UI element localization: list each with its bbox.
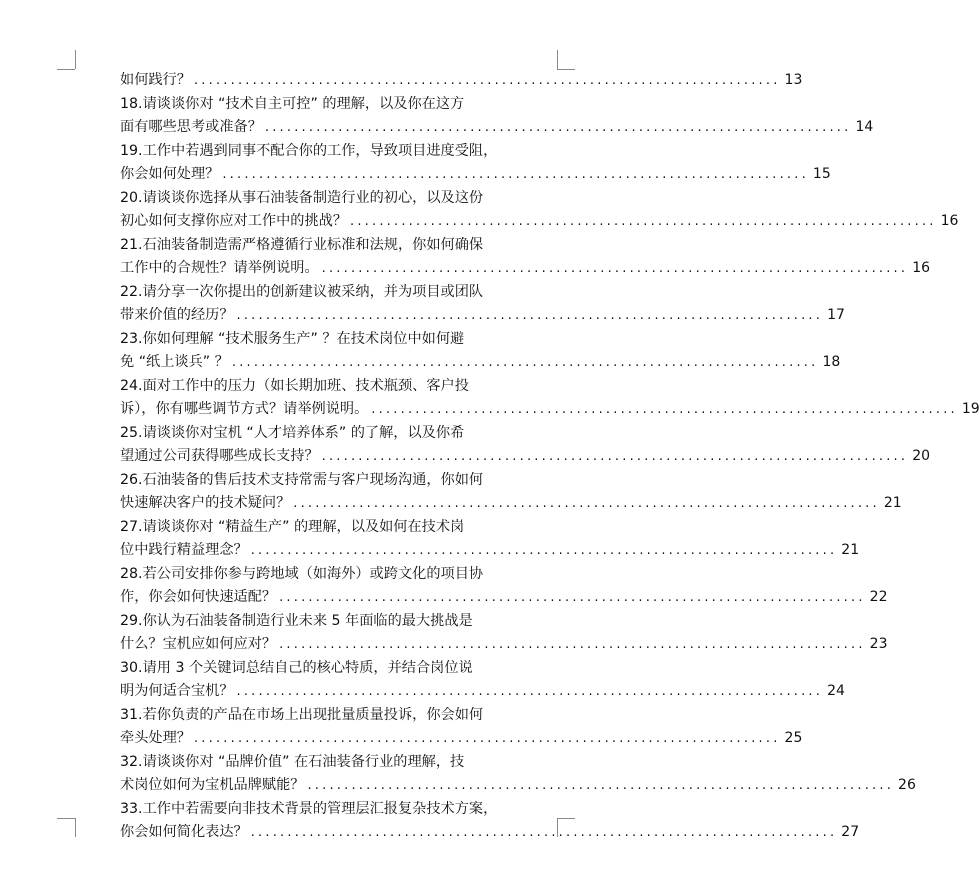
toc-leader-dots: ................................................................................: [350, 214, 937, 229]
toc-entry-text: 诉），你有哪些调节方式？请举例说明。: [120, 401, 369, 417]
toc-entry-text: 工作中的合规性？请举例说明。: [120, 260, 319, 276]
toc-page-number: 22: [869, 589, 888, 605]
toc-line: [120, 633, 888, 657]
toc-entry[interactable]: [120, 657, 845, 704]
toc-entry-text: 24.面对工作中的压力（如长期加班、技术瓶颈、客户投: [120, 377, 469, 394]
toc-leader-dots: ................................................................................: [307, 778, 895, 793]
toc-entry[interactable]: [120, 422, 931, 469]
crop-mark-bottom-left-v: [75, 818, 76, 837]
toc-page-number: 16: [912, 260, 931, 276]
toc-entry-text: 26.石油装备的售后技术支持常需与客户现场沟通，你如何: [120, 471, 484, 488]
toc-line: [120, 375, 556, 399]
toc-leader-dots: ................................................................................: [264, 120, 852, 135]
crop-mark-bottom-right-h: [557, 818, 575, 819]
toc-page-number: 13: [784, 72, 803, 88]
toc-line: [120, 774, 916, 798]
toc-entry-text: 22.请分享一次你提出的创新建议被采纳，并为项目或团队: [120, 283, 484, 300]
toc-entry[interactable]: [120, 610, 888, 657]
toc-entry-text: 免 “纸上谈兵” ？: [120, 354, 229, 370]
toc-entry-text: 28.若公司安排你参与跨地域（如海外）或跨文化的项目协: [120, 565, 484, 582]
toc-page-number: 15: [812, 166, 831, 182]
toc-line: [120, 751, 556, 775]
toc-line: [120, 234, 556, 258]
toc-entry[interactable]: [120, 704, 803, 751]
toc-line: [120, 539, 860, 563]
crop-mark-bottom-left-h: [57, 818, 75, 819]
toc-entry-text: 牵头处理？: [120, 730, 191, 746]
toc-entry-text: 27.请谈谈你对 “精益生产” 的理解，以及如何在技术岗: [120, 518, 465, 535]
toc-line: [120, 516, 556, 540]
toc-line: [120, 210, 959, 234]
toc-line: [120, 281, 556, 305]
table-of-contents: [120, 69, 980, 845]
crop-mark-top-left-h: [57, 69, 75, 70]
toc-entry-text: 25.请谈谈你对宝机 “人才培养体系” 的了解，以及你希: [120, 424, 465, 441]
toc-leader-dots: ................................................................................: [236, 684, 824, 699]
toc-entry-text: 30.请用 3 个关键词总结自己的核心特质，并结合岗位说: [120, 659, 473, 676]
toc-entry-text: 21.石油装备制造需严格遵循行业标准和法规，你如何确保: [120, 236, 484, 253]
toc-line: [120, 422, 556, 446]
toc-page-number: 24: [827, 683, 845, 699]
toc-leader-dots: ................................................................................: [236, 308, 824, 323]
toc-line: [120, 69, 803, 93]
toc-line: [120, 610, 556, 634]
toc-page-number: 21: [883, 495, 902, 511]
toc-line: [120, 492, 902, 516]
toc-line: [120, 704, 556, 728]
toc-entry[interactable]: [120, 563, 888, 610]
toc-line: [120, 398, 980, 422]
toc-line: [120, 187, 556, 211]
toc-entry-text: 明为何适合宝机？: [120, 683, 234, 699]
toc-entry[interactable]: [120, 469, 902, 516]
toc-line: [120, 680, 845, 704]
toc-page-number: 20: [912, 448, 931, 464]
toc-line: [120, 469, 556, 493]
toc-line: [120, 727, 803, 751]
crop-mark-top-right-v: [557, 50, 558, 69]
toc-entry[interactable]: [120, 140, 831, 187]
toc-leader-dots: ................................................................................: [321, 449, 909, 464]
toc-entry-text: 如何践行？: [120, 72, 191, 88]
toc-page-number: 16: [940, 213, 959, 229]
toc-entry-text: 18.请谈谈你对 “技术自主可控” 的理解，以及你在这方: [120, 95, 465, 112]
toc-leader-dots: ................................................................................: [279, 637, 866, 652]
toc-page-number: 21: [841, 542, 860, 558]
toc-leader-dots: ................................................................................: [250, 825, 838, 840]
toc-entry-text: 什么？宝机应如何应对？: [120, 636, 277, 652]
toc-entry[interactable]: [120, 328, 841, 375]
toc-entry-text: 初心如何支撑你应对工作中的挑战？: [120, 213, 348, 229]
toc-leader-dots: ................................................................................: [293, 496, 880, 511]
toc-line: [120, 586, 888, 610]
toc-page-number: 14: [855, 119, 874, 135]
toc-entry-text: 23.你如何理解 “技术服务生产” ？在技术岗位中如何避: [120, 330, 465, 347]
toc-entry-text: 快速解决客户的技术疑问？: [120, 495, 291, 511]
toc-leader-dots: ................................................................................: [250, 543, 838, 558]
toc-page-number: 19: [961, 401, 980, 417]
toc-line: [120, 257, 931, 281]
toc-leader-dots: ................................................................................: [193, 731, 781, 746]
toc-entry[interactable]: [120, 281, 845, 328]
toc-line: [120, 563, 556, 587]
toc-entry-text: 29.你认为石油装备制造行业未来 5 年面临的最大挑战是: [120, 612, 473, 629]
toc-entry-text: 31.若你负责的产品在市场上出现批量质量投诉，你会如何: [120, 706, 484, 723]
toc-entry-text: 你会如何处理？: [120, 166, 220, 182]
toc-line: [120, 798, 556, 822]
toc-page-number: 18: [822, 354, 841, 370]
toc-leader-dots: ................................................................................: [321, 261, 909, 276]
toc-entry-text: 位中践行精益理念？: [120, 542, 248, 558]
toc-entry[interactable]: [120, 93, 874, 140]
toc-line: [120, 304, 845, 328]
toc-entry[interactable]: [120, 798, 860, 845]
toc-line: [120, 93, 556, 117]
toc-line: [120, 821, 860, 845]
toc-line: [120, 328, 556, 352]
toc-leader-dots: ................................................................................: [279, 590, 866, 605]
toc-leader-dots: ................................................................................: [193, 73, 781, 88]
toc-entry-text: 望通过公司获得哪些成长支持？: [120, 448, 319, 464]
toc-entry[interactable]: [120, 375, 980, 422]
toc-line: [120, 116, 874, 140]
toc-entry[interactable]: [120, 69, 803, 93]
toc-entry-text: 作，你会如何快速适配？: [120, 589, 277, 605]
toc-entry-text: 面有哪些思考或准备？: [120, 119, 262, 135]
toc-entry-text: 19.工作中若遇到同事不配合你的工作，导致项目进度受阻，: [120, 142, 498, 159]
toc-page-number: 26: [898, 777, 916, 793]
toc-entry[interactable]: [120, 234, 931, 281]
toc-entry-text: 带来价值的经历？: [120, 307, 234, 323]
toc-line: [120, 351, 841, 375]
toc-entry-text: 32.请谈谈你对 “品牌价值” 在石油装备行业的理解，技: [120, 753, 465, 770]
toc-leader-dots: ................................................................................: [222, 167, 809, 182]
toc-entry-text: 20.请谈谈你选择从事石油装备制造行业的初心，以及这份: [120, 189, 484, 206]
crop-mark-top-left-v: [75, 50, 76, 69]
toc-entry[interactable]: [120, 516, 860, 563]
toc-page-number: 25: [784, 730, 803, 746]
toc-leader-dots: ................................................................................: [231, 355, 819, 370]
toc-page-number: 27: [841, 824, 860, 840]
toc-entry[interactable]: [120, 751, 916, 798]
toc-line: [120, 163, 831, 187]
toc-page-number: 23: [869, 636, 888, 652]
toc-line: [120, 445, 931, 469]
toc-entry-text: 你会如何简化表达？: [120, 824, 248, 840]
toc-leader-dots: ................................................................................: [371, 402, 958, 417]
toc-entry-text: 33.工作中若需要向非技术背景的管理层汇报复杂技术方案，: [120, 800, 498, 817]
toc-line: [120, 140, 556, 164]
toc-line: [120, 657, 556, 681]
toc-entry-text: 术岗位如何为宝机品牌赋能？: [120, 777, 305, 793]
toc-entry[interactable]: [120, 187, 959, 234]
toc-page-number: 17: [827, 307, 845, 323]
